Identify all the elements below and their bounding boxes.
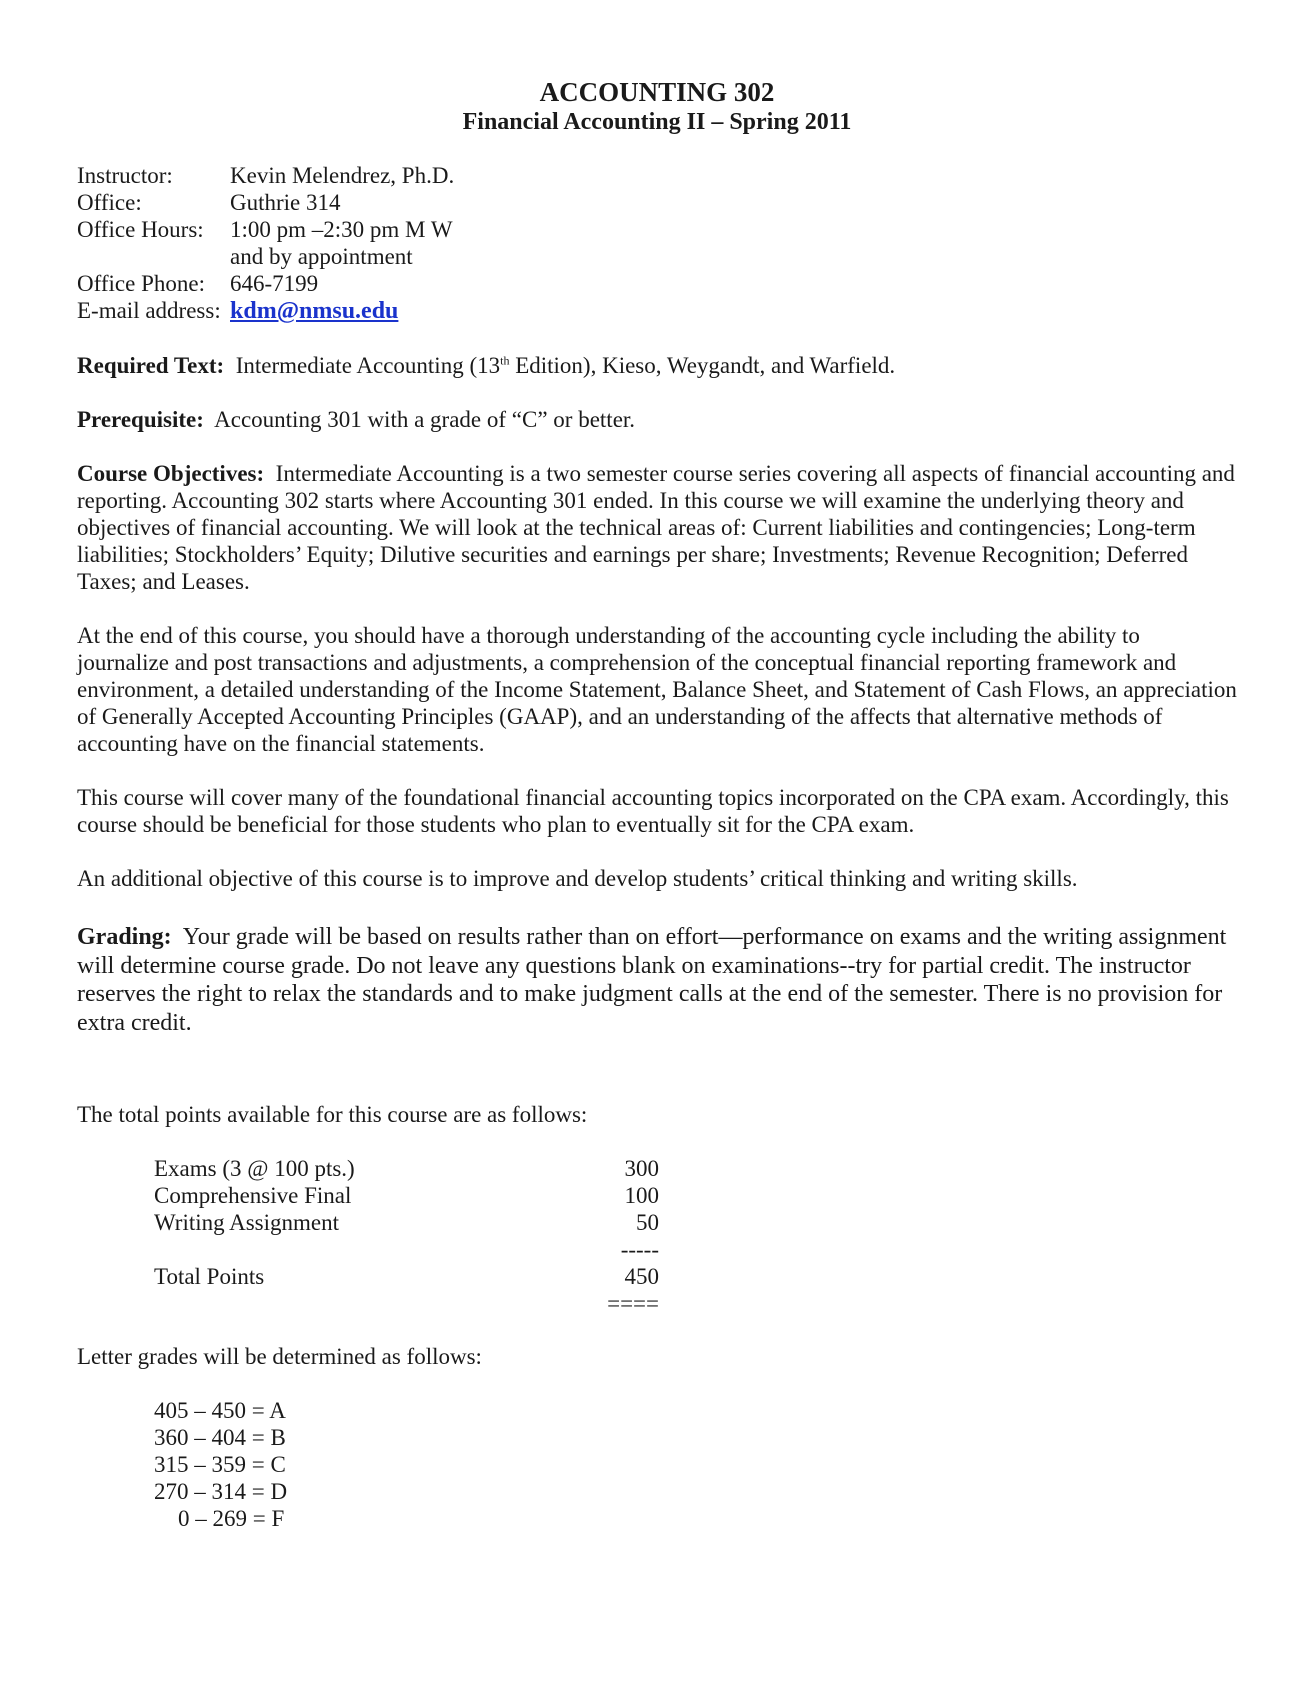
office-hours-row-2 [77,243,1237,270]
points-row [154,1155,659,1182]
points-row-value: 100 [624,1183,659,1208]
phone-row [77,270,1237,297]
course-title: ACCOUNTING 302 [539,77,775,107]
course-subtitle: Financial Accounting II – Spring 2011 [462,109,852,135]
required-text-sup: th [500,353,510,368]
grading-label: Grading: [77,924,172,950]
points-row-label: Writing Assignment [154,1210,339,1235]
prerequisite-section [77,406,1237,433]
grading-text: Your grade will be based on results rather than on effort—performance on exams and the writing assignment will determine course grade. Do not leave any questions blank on examinations--try for partial credit. The instructor reserves the right to relax the standards and to make judgment calls at the end of the semester. There is no provision for extra credit. [77,924,1227,1036]
points-table [154,1155,659,1317]
points-separator: ----- [620,1237,659,1262]
points-total-value: 450 [624,1264,659,1289]
objectives-paragraph-4: An additional objective of this course is to improve and develop students’ critical thinking and writing skills. [77,866,1078,891]
points-row [154,1209,659,1236]
required-text-before: Intermediate Accounting (13 [235,353,501,378]
points-row-label: Exams (3 @ 100 pts.) [154,1156,355,1181]
letter-grades-list [154,1397,1237,1532]
objectives-paragraph-2: At the end of this course, you should have a thorough understanding of the accounting cycle including the ability to journalize and post transactions and adjustments, a comprehension of the conceptual financial reporting framework and environment, a detailed understanding of the Income Statement, Balance Sheet, and Statement of Cash Flows, an appreciation of Generally Accepted Accounting Principles (GAAP), and an understanding of the affects that alternative methods of accounting have on the financial statements. [77,623,1237,756]
course-objectives-section [77,460,1237,595]
grading-section [77,923,1237,1037]
instructor-row [77,162,1237,189]
office-hours-label: Office Hours: [77,217,204,242]
points-row-value: 50 [636,1210,659,1235]
office-hours-row [77,216,1237,243]
instructor-label: Instructor: [77,163,173,188]
points-separator-row [154,1236,659,1263]
required-text-after: Edition), Kieso, Weygandt, and Warfield. [509,353,896,378]
grade-row: 270 – 314 = D [154,1479,288,1504]
instructor-info [77,162,1237,325]
points-total-label: Total Points [154,1264,265,1289]
email-label: E-mail address: [77,298,221,323]
objectives-paragraph-3: This course will cover many of the foundational financial accounting topics incorporated on the CPA exam. Accordingly, this course should be beneficial for those students who plan to eventually sit for the CPA exam. [77,785,1229,837]
points-double-rule: ==== [607,1291,659,1316]
office-value: Guthrie 314 [230,190,341,215]
points-row-label: Comprehensive Final [154,1183,352,1208]
office-row [77,189,1237,216]
required-text-section [77,352,1237,379]
points-total-row [154,1263,659,1290]
course-objectives-label: Course Objectives: [77,461,265,486]
phone-label: Office Phone: [77,271,205,296]
email-link[interactable]: kdm@nmsu.edu [230,298,399,324]
prerequisite-label: Prerequisite: [77,407,204,432]
email-row [77,297,1237,325]
points-row [154,1182,659,1209]
points-double-rule-row [154,1290,659,1317]
office-label: Office: [77,190,142,215]
points-intro: The total points available for this course are as follows: [77,1102,588,1127]
instructor-value: Kevin Melendrez, Ph.D. [230,163,455,188]
letter-grades-intro: Letter grades will be determined as follows: [77,1344,482,1369]
syllabus-page [77,76,1237,1532]
course-objectives-text: Intermediate Accounting is a two semester course series covering all aspects of financial accounting and reporting. Accounting 302 starts where Accounting 301 ended. In this course we will examine the underlying theory and objectives of financial accounting. We will look at the technical areas of: Current liabilities and contingencies; Long-term liabilities; Stockholders’ Equity; Dilutive securities and earnings per share; Investments; Revenue Recognition; Deferred Taxes; and Leases. [77,461,1235,594]
grade-row: 360 – 404 = B [154,1425,286,1450]
grade-row: 0 – 269 = F [178,1506,285,1531]
office-hours-value-2: and by appointment [230,244,413,269]
grade-row: 315 – 359 = C [154,1452,286,1477]
grade-row: 405 – 450 = A [154,1398,286,1423]
prerequisite-text: Accounting 301 with a grade of “C” or better. [214,407,636,432]
points-row-value: 300 [624,1156,659,1181]
office-hours-value: 1:00 pm –2:30 pm M W [230,217,453,242]
phone-value: 646-7199 [230,271,319,296]
required-text-label: Required Text: [77,353,225,378]
